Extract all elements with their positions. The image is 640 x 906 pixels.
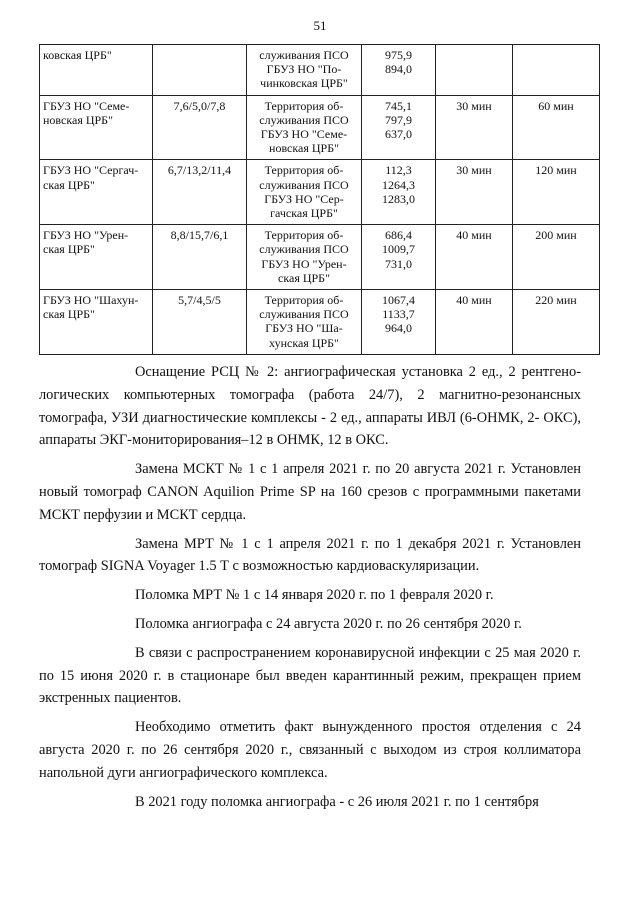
table-cell-time-1: 30 мин — [436, 160, 513, 225]
paragraph-mri-replacement: Замена МРТ № 1 с 1 апреля 2021 г. по 1 декабря 2021 г. Установлен томограф SIGNA Voyager 1.5 Т с возможностью кардиоваскуляризации. — [39, 535, 581, 575]
table-row — [40, 290, 600, 355]
table-cell-distance: 8,8/15,7/6,1 — [153, 225, 247, 290]
table-cell-territory: Территория об- служивания ПСО ГБУЗ НО "Сер- гачская ЦРБ" — [247, 160, 362, 225]
table-cell-org: ГБУЗ НО "Семе- новская ЦРБ" — [40, 95, 153, 160]
table-cell-distance — [153, 45, 247, 96]
table-cell-time-1: 40 мин — [436, 225, 513, 290]
body-text — [39, 361, 581, 813]
table-cell-time-2: 60 мин — [513, 95, 600, 160]
table-cell-territory: Территория об- служивания ПСО ГБУЗ НО "Семе- новская ЦРБ" — [247, 95, 362, 160]
table-cell-distance: 7,6/5,0/7,8 — [153, 95, 247, 160]
table-cell-values: 745,1 797,9 637,0 — [362, 95, 436, 160]
table-cell-values: 686,4 1009,7 731,0 — [362, 225, 436, 290]
paragraph-msct-replacement: Замена МСКТ № 1 с 1 апреля 2021 г. по 20 августа 2021 г. Установлен новый томограф CANON Aquilion Prime SP на 160 срезов с программными пакетами МСКТ перфузии и МСКТ сердца. — [39, 461, 581, 523]
table-cell-values: 1067,4 1133,7 964,0 — [362, 290, 436, 355]
table-cell-time-2 — [513, 45, 600, 96]
paragraph-angiograph-breakdown: Поломка ангиографа с 24 августа 2020 г. по 26 сентября 2020 г. — [135, 615, 522, 632]
table-cell-time-2: 120 мин — [513, 160, 600, 225]
table-cell-territory: служивания ПСО ГБУЗ НО "По- чинковская ЦРБ" — [247, 45, 362, 96]
table-cell-org: ГБУЗ НО "Урен- ская ЦРБ" — [40, 225, 153, 290]
paragraph-downtime: Необходимо отметить факт вынужденного простоя отделения с 24 августа 2020 г. по 26 сентября 2020 г., связанный с выходом из строя коллиматора напольной дуги ангиографического комплекса. — [39, 719, 581, 781]
paragraph-equipment: Оснащение РСЦ № 2: ангиографическая установка 2 ед., 2 рентгено-логических компьютерных томографа (работа 24/7), 2 магнитно-резонансных томографа, УЗИ диагностические комплексы - 2 ед., аппараты ИВЛ (6-ОНМК, 2- ОКС), аппараты ЭКГ-мониторирования–12 в ОНМК, 12 в ОКС. — [39, 364, 581, 449]
data-table — [39, 44, 600, 355]
table-cell-time-2: 200 мин — [513, 225, 600, 290]
table-cell-values: 112,3 1264,3 1283,0 — [362, 160, 436, 225]
table-cell-distance: 6,7/13,2/11,4 — [153, 160, 247, 225]
table-cell-time-1 — [436, 45, 513, 96]
table-cell-time-2: 220 мин — [513, 290, 600, 355]
table-cell-org: ГБУЗ НО "Шахун- ская ЦРБ" — [40, 290, 153, 355]
table-row — [40, 225, 600, 290]
table-cell-territory: Территория об- служивания ПСО ГБУЗ НО "Урен- ская ЦРБ" — [247, 225, 362, 290]
table-cell-org: ковская ЦРБ" — [40, 45, 153, 96]
paragraph-covid-quarantine: В связи с распространением коронавирусной инфекции с 25 мая 2020 г. по 15 июня 2020 г. в стационаре был введен карантинный режим, прекращен прием экстренных пациентов. — [39, 644, 581, 707]
table-cell-territory: Территория об- служивания ПСО ГБУЗ НО "Ша- хунская ЦРБ" — [247, 290, 362, 355]
table-cell-distance: 5,7/4,5/5 — [153, 290, 247, 355]
paragraph-2021-breakdown: В 2021 году поломка ангиографа - с 26 июля 2021 г. по 1 сентября — [135, 793, 539, 810]
table-cell-time-1: 40 мин — [436, 290, 513, 355]
table-cell-org: ГБУЗ НО "Сергач- ская ЦРБ" — [40, 160, 153, 225]
table-row — [40, 95, 600, 160]
paragraph-mri-breakdown: Поломка МРТ № 1 с 14 января 2020 г. по 1 февраля 2020 г. — [135, 587, 494, 604]
table-cell-time-1: 30 мин — [436, 95, 513, 160]
table-row — [40, 160, 600, 225]
page-number: 51 — [313, 18, 327, 33]
table-cell-values: 975,9 894,0 — [362, 45, 436, 96]
table-row — [40, 45, 600, 96]
